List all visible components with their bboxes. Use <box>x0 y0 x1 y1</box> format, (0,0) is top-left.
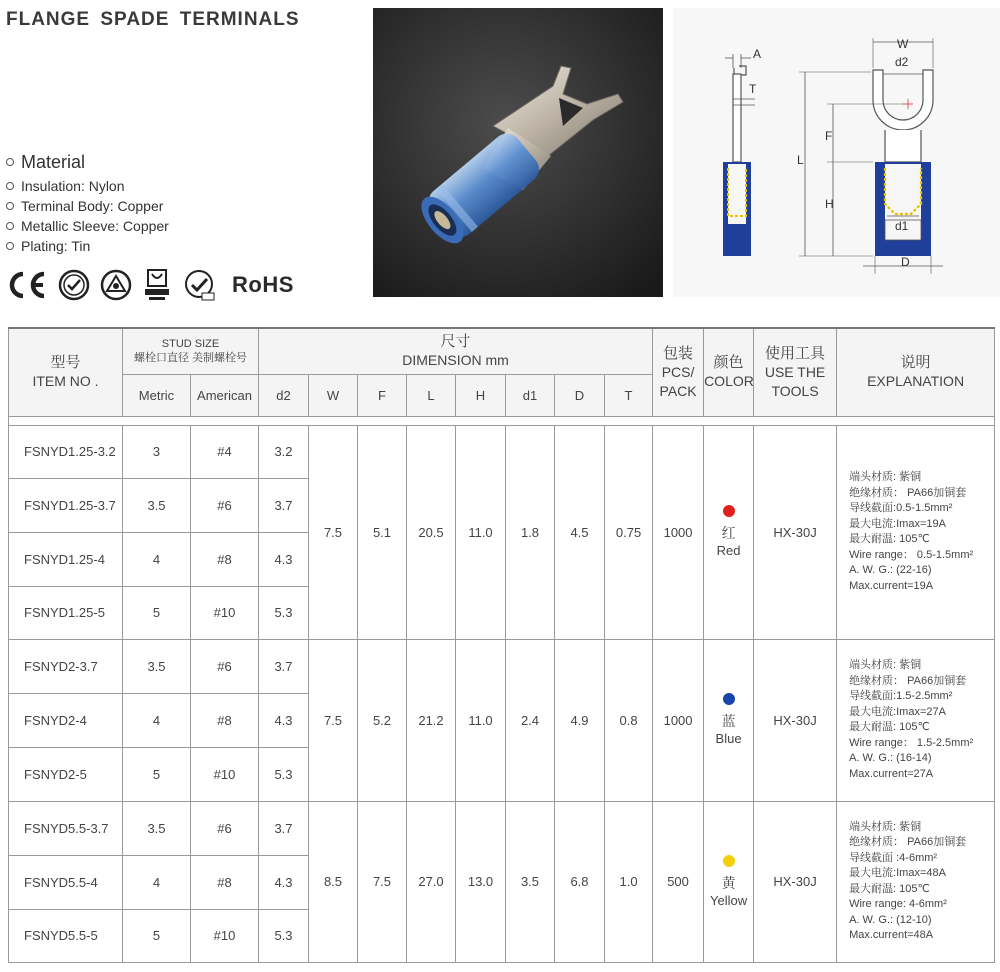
color-cn: 蓝 <box>721 713 736 729</box>
dim-f: 5.2 <box>358 639 407 801</box>
dim-d2: 5.3 <box>259 909 309 962</box>
material-item-label: Insulation: Nylon <box>21 178 125 194</box>
explanation <box>837 801 995 962</box>
material-heading-row <box>6 150 169 174</box>
header-color-en: COLOR <box>704 373 754 390</box>
color-dot-yellow <box>723 855 735 867</box>
expl-line: 导线截面:1.5-2.5mm² <box>849 690 953 702</box>
header-dim-en: DIMENSION mm <box>402 352 509 369</box>
expl-line: 绝缘材质： PA66加铜套 <box>849 836 967 848</box>
bullet-icon <box>6 182 14 190</box>
header-pack <box>653 328 704 416</box>
dim-l: 27.0 <box>407 801 456 962</box>
header-item-en: ITEM NO . <box>32 373 99 390</box>
dim-d-label: D <box>901 255 910 269</box>
dim-w: 8.5 <box>309 801 358 962</box>
header-dim-d: D <box>555 374 605 416</box>
material-list <box>6 150 169 256</box>
expl-line: 绝缘材质： PA66加铜套 <box>849 486 967 499</box>
header-dim-h: H <box>456 374 506 416</box>
header-dim-t: T <box>605 374 653 416</box>
product-photo <box>373 8 663 297</box>
stud-metric: 5 <box>123 747 191 801</box>
dim-d: 4.5 <box>555 425 605 639</box>
stud-american: #10 <box>191 909 259 962</box>
dim-t: 0.75 <box>605 425 653 639</box>
stud-metric: 3.5 <box>123 639 191 693</box>
header-dim-d1: d1 <box>506 374 555 416</box>
header-explanation <box>837 328 995 416</box>
expl-line: Wire range： 0.5-1.5mm² <box>849 548 974 561</box>
dim-l: 20.5 <box>407 425 456 639</box>
dim-d1: 3.5 <box>506 801 555 962</box>
dim-d2: 3.2 <box>259 425 309 478</box>
dim-w-label: W <box>897 37 909 51</box>
dim-d2: 5.3 <box>259 586 309 639</box>
stud-american: #4 <box>191 425 259 478</box>
expl-line: 端头材质: 紫铜 <box>849 659 922 671</box>
explanation <box>837 425 995 639</box>
dim-f: 7.5 <box>358 801 407 962</box>
color-dot-blue <box>723 693 735 705</box>
stud-metric: 3 <box>123 425 191 478</box>
header-stud-cn <box>123 351 258 365</box>
header-tools-cn: 使用工具 <box>765 344 826 362</box>
header-pack-en1: PCS/ <box>661 363 695 380</box>
stud-american: #6 <box>191 478 259 532</box>
stud-metric: 5 <box>123 909 191 962</box>
dim-w: 7.5 <box>309 639 358 801</box>
pack-qty: 500 <box>653 801 704 962</box>
dim-h: 11.0 <box>456 425 506 639</box>
page-title: FLANGE SPADE TERMINALS <box>6 9 300 30</box>
dim-l-label: L <box>797 153 804 167</box>
expl-line: Max.current=48A <box>849 929 934 941</box>
header-expl-cn: 说明 <box>900 354 931 372</box>
color-en: Yellow <box>710 892 748 908</box>
dim-d2: 4.3 <box>259 693 309 747</box>
expl-line: 最大耐温: 105℃ <box>849 882 930 895</box>
header-pack-en2: PACK <box>659 382 697 399</box>
dim-w: 7.5 <box>309 425 358 639</box>
stud-american: #8 <box>191 855 259 909</box>
item-no: FSNYD2-4 <box>9 693 123 747</box>
header-dim-f: F <box>358 374 407 416</box>
side-view <box>723 47 761 256</box>
header-dim-cn: 尺寸 <box>440 333 471 351</box>
material-item <box>6 216 169 236</box>
material-item <box>6 196 169 216</box>
spec-table <box>8 327 995 963</box>
expl-line: Wire range: 4-6mm² <box>849 898 947 910</box>
expl-line: 最大电流:Imax=19A <box>849 517 946 530</box>
dim-d2: 4.3 <box>259 532 309 586</box>
table-spacer <box>9 416 995 425</box>
header-american: American <box>191 374 259 416</box>
item-no: FSNYD5.5-3.7 <box>9 801 123 855</box>
ce-mark-icon <box>6 270 48 300</box>
expl-line: 绝缘材质： PA66加铜套 <box>849 674 967 687</box>
dim-l: 21.2 <box>407 639 456 801</box>
expl-line: 端头材质: 紫铜 <box>849 820 922 833</box>
expl-line: 最大电流:Imax=27A <box>849 705 946 718</box>
header-tools-en2: TOOLS <box>771 382 819 399</box>
sgs-icon <box>182 268 216 302</box>
item-no: FSNYD1.25-5 <box>9 586 123 639</box>
item-no: FSNYD2-5 <box>9 747 123 801</box>
tuv-icon <box>100 269 132 301</box>
dim-d2: 3.7 <box>259 801 309 855</box>
dim-h-label: H <box>825 197 834 211</box>
color-cell <box>704 639 754 801</box>
header-expl-en: EXPLANATION <box>867 373 965 390</box>
stud-american: #6 <box>191 639 259 693</box>
stud-american: #10 <box>191 747 259 801</box>
dim-t-label: T <box>749 82 757 96</box>
bullet-icon <box>6 222 14 230</box>
pack-qty: 1000 <box>653 425 704 639</box>
dim-d2: 5.3 <box>259 747 309 801</box>
dim-h: 13.0 <box>456 801 506 962</box>
color-cell <box>704 425 754 639</box>
header-tools-en1: USE THE <box>764 363 826 380</box>
ukas-icon <box>142 268 172 302</box>
stud-metric: 4 <box>123 855 191 909</box>
item-no: FSNYD1.25-3.7 <box>9 478 123 532</box>
header-dim-d2: d2 <box>259 374 309 416</box>
bullet-icon <box>6 242 14 250</box>
header-item-cn: 型号 <box>50 354 81 372</box>
expl-line: A. W. G.: (22-16) <box>849 564 932 576</box>
tool: HX-30J <box>754 425 837 639</box>
dim-d1-label: d1 <box>895 219 909 233</box>
expl-line: 导线截面:0.5-1.5mm² <box>849 502 953 514</box>
bullet-icon <box>6 202 14 210</box>
header-stud-metric-cn: 螺栓口直径 <box>133 352 189 365</box>
tool: HX-30J <box>754 801 837 962</box>
dim-d2: 3.7 <box>259 639 309 693</box>
dim-h: 11.0 <box>456 639 506 801</box>
item-no: FSNYD5.5-4 <box>9 855 123 909</box>
stud-american: #8 <box>191 532 259 586</box>
header-stud-size <box>123 328 259 374</box>
item-no: FSNYD2-3.7 <box>9 639 123 693</box>
item-no: FSNYD5.5-5 <box>9 909 123 962</box>
dim-d: 4.9 <box>555 639 605 801</box>
stud-american: #10 <box>191 586 259 639</box>
stud-metric: 3.5 <box>123 801 191 855</box>
front-view <box>797 37 943 274</box>
expl-line: 导线截面 :4-6mm² <box>849 851 938 864</box>
rohs-label: RoHS <box>232 272 294 297</box>
expl-line: A. W. G.: (12-10) <box>849 913 932 926</box>
certification-logos <box>6 268 294 302</box>
header-item <box>9 328 123 416</box>
table-row <box>9 425 995 478</box>
header-stud-en: STUD SIZE <box>161 338 220 351</box>
header-dim-l: L <box>407 374 456 416</box>
expl-line: Wire range： 1.5-2.5mm² <box>849 736 974 749</box>
color-en: Blue <box>715 731 742 746</box>
header-metric: Metric <box>123 374 191 416</box>
dim-d2: 4.3 <box>259 855 309 909</box>
header-dimension <box>259 328 653 374</box>
color-cn: 黄 <box>721 874 736 891</box>
pack-qty: 1000 <box>653 639 704 801</box>
item-no: FSNYD1.25-3.2 <box>9 425 123 478</box>
dim-t: 1.0 <box>605 801 653 962</box>
expl-line: A. W. G.: (16-14) <box>849 752 932 764</box>
color-cell <box>704 801 754 962</box>
dim-d: 6.8 <box>555 801 605 962</box>
header-stud-american-cn: 美制螺栓号 <box>192 352 248 365</box>
color-cn: 红 <box>721 525 736 541</box>
color-dot-red <box>723 505 735 517</box>
color-en: Red <box>716 543 741 558</box>
stud-american: #8 <box>191 693 259 747</box>
table-row <box>9 639 995 693</box>
material-item-label: Terminal Body: Copper <box>21 198 164 214</box>
material-item-label: Metallic Sleeve: Copper <box>21 218 169 234</box>
dim-d2: 3.7 <box>259 478 309 532</box>
header-tools <box>754 328 837 416</box>
expl-line: 最大电流:Imax=48A <box>849 867 946 879</box>
expl-line: Max.current=27A <box>849 767 934 780</box>
material-item-label: Plating: Tin <box>21 238 91 254</box>
stud-metric: 4 <box>123 532 191 586</box>
dim-f: 5.1 <box>358 425 407 639</box>
dim-d1: 2.4 <box>506 639 555 801</box>
stud-metric: 5 <box>123 586 191 639</box>
dim-t: 0.8 <box>605 639 653 801</box>
stud-american: #6 <box>191 801 259 855</box>
header-pack-cn: 包装 <box>663 344 694 362</box>
header-color <box>704 328 754 416</box>
dim-f-label: F <box>825 129 833 143</box>
material-item <box>6 236 169 256</box>
tool: HX-30J <box>754 639 837 801</box>
dim-a-label: A <box>753 47 762 61</box>
technical-drawing <box>673 8 1000 297</box>
dim-d2-label: d2 <box>895 55 909 69</box>
stud-metric: 3.5 <box>123 478 191 532</box>
header-dim-w: W <box>309 374 358 416</box>
dim-d1: 1.8 <box>506 425 555 639</box>
ccc-icon <box>58 269 90 301</box>
expl-line: Max.current=19A <box>849 579 934 592</box>
item-no: FSNYD1.25-4 <box>9 532 123 586</box>
material-heading: Material <box>21 151 86 172</box>
bullet-icon <box>6 158 14 166</box>
header-color-cn: 颜色 <box>713 354 744 372</box>
material-item <box>6 176 169 196</box>
stud-metric: 4 <box>123 693 191 747</box>
expl-line: 端头材质: 紫铜 <box>849 471 922 483</box>
table-row <box>9 801 995 855</box>
expl-line: 最大耐温: 105℃ <box>849 721 930 733</box>
explanation <box>837 639 995 801</box>
expl-line: 最大耐温: 105℃ <box>849 533 930 545</box>
